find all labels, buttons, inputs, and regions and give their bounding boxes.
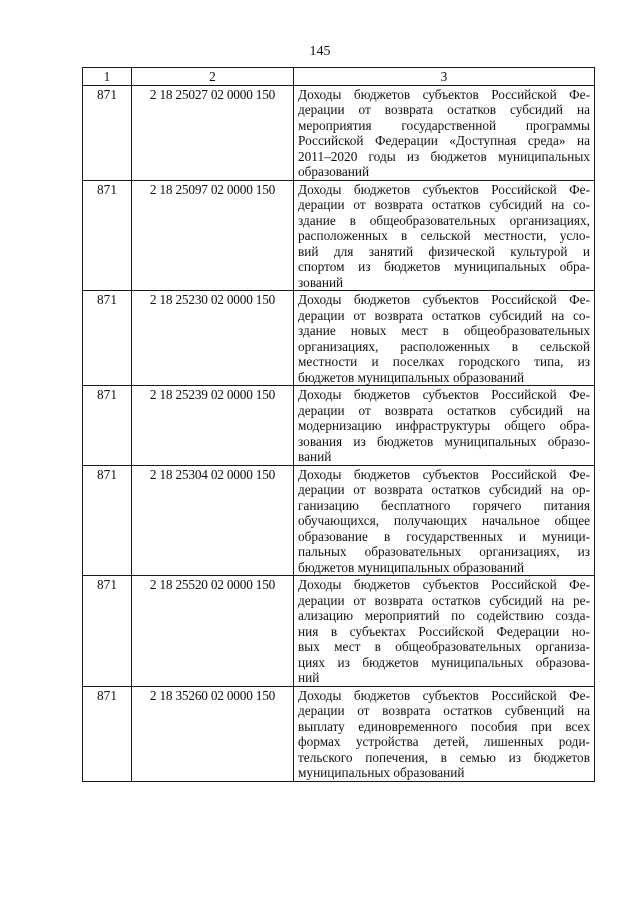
income-name-line: спортом из бюджетов муниципальных обра- [298,259,590,274]
income-code-cell: 2 18 25520 02 0000 150 [132,576,294,687]
income-name-cell [294,291,595,386]
income-name-line: Доходы бюджетов субъектов Российской Фе- [298,292,590,307]
income-name-line: 2011–2020 годы из бюджетов муниципальных [298,148,590,164]
administrator-code-cell: 871 [83,180,132,291]
table-row [83,686,595,781]
income-name-line: Доходы бюджетов субъектов Российской Фе- [298,86,590,102]
income-code-cell: 2 18 25304 02 0000 150 [132,465,294,576]
administrator-code-cell: 871 [83,576,132,687]
income-name-line: вых мест в общеобразовательных организа- [298,639,590,654]
income-name-line: мероприятия государственной программы [298,117,590,133]
income-name-line: ваний [298,449,332,464]
income-name-line: образование в государственных и муници- [298,528,590,544]
table-header-row [83,68,595,86]
income-name-line: бюджетов муниципальных образований [298,369,525,385]
income-name-line: тельского попечения, в семью из бюджетов [298,749,590,765]
income-code-cell: 2 18 35260 02 0000 150 [132,686,294,781]
income-name-cell [294,180,595,291]
income-name-line: вий для занятий физической культурой и [298,243,590,259]
table-body [83,85,595,781]
income-name-line: ганизацию бесплатного горячего питания [298,497,590,513]
column-header-1: 1 [83,68,132,86]
income-code-cell: 2 18 25027 02 0000 150 [132,85,294,180]
income-name-line: зований [298,274,344,290]
income-name-line: Доходы бюджетов субъектов Российской Фе- [298,181,590,197]
income-name-line: Доходы бюджетов субъектов Российской Фе- [298,577,590,592]
income-name-line: дерации от возврата остатков субсидий на ре- [298,592,590,608]
income-name-line: дерации от возврата остатков субсидий на со- [298,197,590,212]
income-name-line: Доходы бюджетов субъектов Российской Фе- [298,466,590,482]
administrator-code-cell: 871 [83,465,132,576]
income-name-line: расположенных в сельской местности, усло- [298,228,590,243]
income-name-cell [294,686,595,781]
page-number: 145 [309,44,331,59]
income-name-line: бюджетов муниципальных образований [298,559,525,575]
income-name-line: организациях, расположенных в сельской [298,338,590,354]
income-name-cell [294,576,595,687]
table-row [83,465,595,576]
administrator-code-cell: 871 [83,686,132,781]
administrator-code-cell: 871 [83,85,132,180]
income-name-line: обучающихся, получающих начальное общее [298,513,590,528]
income-name-line: ализацию мероприятий по содействию созда- [298,608,590,623]
table-row [83,85,595,180]
income-name-line: муниципальных образований [298,765,465,780]
income-name-line: местности и поселках городского типа, из [298,354,590,369]
income-name-line: циях из бюджетов муниципальных образова- [298,654,590,670]
income-name-line: ний [298,670,320,685]
column-header-2: 2 [132,68,294,86]
table-row [83,386,595,466]
income-name-line: дерации от возврата остатков субсидий на ор- [298,482,590,497]
column-header-3: 3 [294,68,595,86]
income-name-line: выплату единовременного пособия при всех [298,718,590,734]
income-name-line: Доходы бюджетов субъектов Российской Фе- [298,387,590,402]
income-name-line: дерации от возврата остатков субсидий на [298,402,590,418]
income-name-line: дерации от возврата остатков субвенций на [298,703,590,718]
income-name-line: формах устройства детей, лишенных роди- [298,734,590,749]
income-name-line: модернизацию инфраструктуры общего обра- [298,418,590,433]
income-code-cell: 2 18 25097 02 0000 150 [132,180,294,291]
income-name-line: Российской Федерации «Доступная среда» на [298,133,590,148]
income-name-line: дерации от возврата остатков субсидий на со- [298,307,590,323]
income-name-line: здание в общеобразовательных организациях, [298,212,590,228]
income-name-line: зования из бюджетов муниципальных образо- [298,433,590,449]
income-name-cell [294,465,595,576]
income-name-line: образований [298,164,370,179]
administrator-code-cell: 871 [83,386,132,466]
table-row [83,576,595,687]
income-name-cell [294,85,595,180]
income-codes-table [82,67,595,782]
administrator-code-cell: 871 [83,291,132,386]
income-code-cell: 2 18 25239 02 0000 150 [132,386,294,466]
income-name-line: ния в субъектах Российской Федерации но- [298,623,590,639]
table-row [83,180,595,291]
table-row [83,291,595,386]
income-code-cell: 2 18 25230 02 0000 150 [132,291,294,386]
income-name-line: здание новых мест в общеобразовательных [298,323,590,338]
income-name-line: пальных образовательных организациях, из [298,544,590,559]
income-name-line: Доходы бюджетов субъектов Российской Фе- [298,687,590,703]
income-name-line: дерации от возврата остатков субсидий на [298,102,590,117]
income-name-cell [294,386,595,466]
